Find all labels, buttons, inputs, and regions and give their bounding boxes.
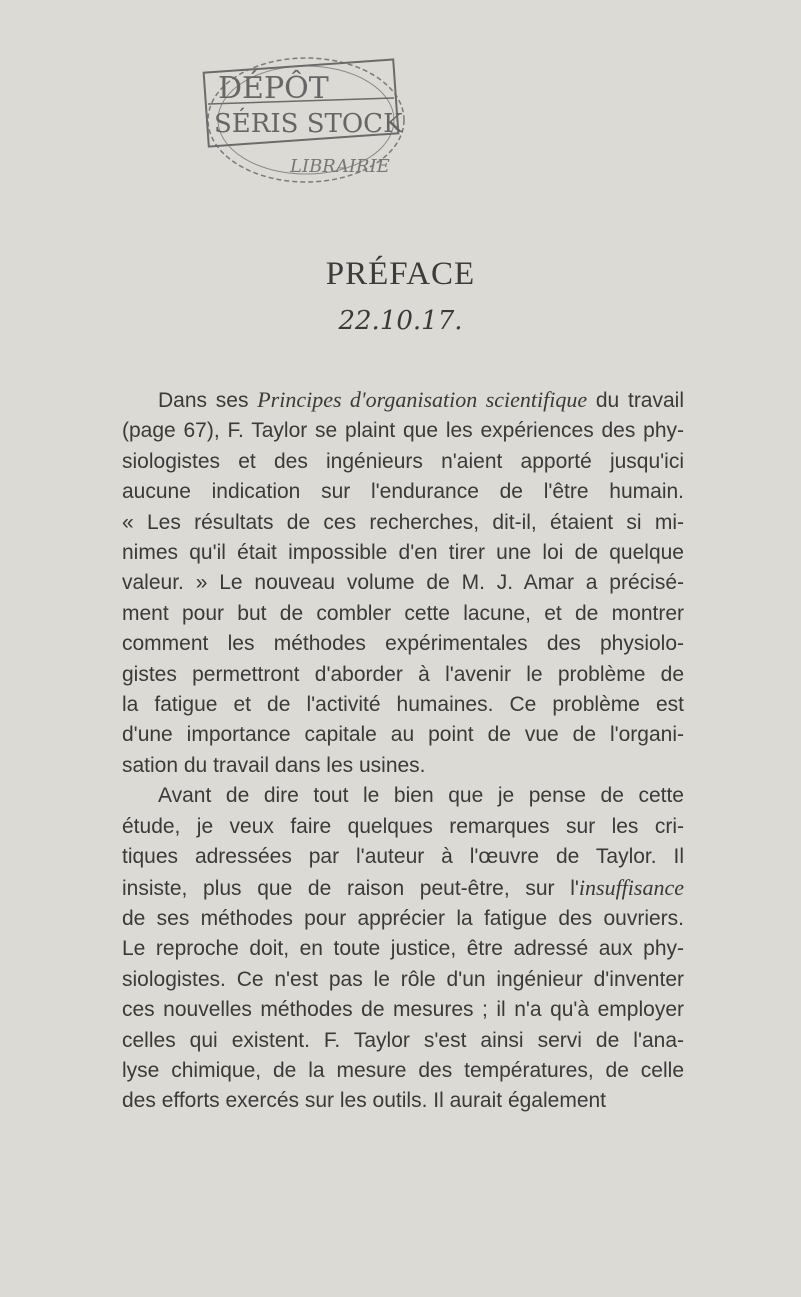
text-line <box>122 720 684 750</box>
text-line <box>122 842 684 872</box>
library-stamp <box>188 40 418 200</box>
text-line <box>122 660 684 690</box>
text-line <box>122 385 684 416</box>
italic-text: Principes d'organisation scientifique <box>257 387 588 412</box>
text-line <box>122 965 684 995</box>
text-run: (page 67), F. Taylor se plaint que les expériences des phy- <box>122 419 684 443</box>
text-line <box>122 416 684 446</box>
text-line <box>122 629 684 659</box>
text-line <box>122 477 684 507</box>
text-run: gistes permettront d'aborder à l'avenir le problème de <box>122 662 684 686</box>
text-line <box>122 812 684 842</box>
text-run: siologistes. Ce n'est pas le rôle d'un ingénieur d'inventer <box>122 967 684 991</box>
text-run: siologistes et des ingénieurs n'aient apporté jusqu'ici <box>122 449 684 473</box>
text-line <box>122 1086 684 1116</box>
text-line <box>122 751 684 781</box>
stamp-arc-text: LIBRAIRIE <box>290 156 390 177</box>
text-run: Avant de dire tout le bien que je pense de cette <box>158 784 684 808</box>
text-run: lyse chimique, de la mesure des températures, de celle <box>122 1058 684 1082</box>
text-run: Dans ses <box>158 389 258 412</box>
text-run: ment pour but de combler cette lacune, et de montrer <box>122 601 684 625</box>
stamp-line-1: DÉPÔT <box>218 71 329 106</box>
page-title: PRÉFACE <box>325 256 476 292</box>
text-line <box>122 904 684 934</box>
handwritten-mark: 22.10.17. <box>338 306 463 336</box>
text-line <box>122 447 684 477</box>
text-line <box>122 538 684 568</box>
text-run: aucune indication sur l'endurance de l'être humain. <box>122 480 684 504</box>
text-run: valeur. » Le nouveau volume de M. J. Amar a précisé- <box>122 571 684 595</box>
text-run: « Les résultats de ces recherches, dit-il, étaient si mi- <box>122 510 684 534</box>
text-run: la fatigue et de l'activité humaines. Ce problème est <box>122 693 684 717</box>
text-line <box>122 568 684 598</box>
text-line <box>122 934 684 964</box>
stamp-line-2: SÉRIS STOCK <box>214 109 403 139</box>
text-run: d'une importance capitale au point de vue de l'organi- <box>122 723 684 747</box>
italic-text: insuffisance <box>578 874 684 900</box>
text-line <box>122 508 684 538</box>
text-line <box>122 873 684 904</box>
text-run: étude, je veux faire quelques remarques sur les cri- <box>122 814 684 838</box>
text-run: comment les méthodes expérimentales des physiolo- <box>122 632 684 656</box>
text-run: sation du travail dans les usines. <box>122 753 426 777</box>
text-run: des efforts exercés sur les outils. Il aurait également <box>122 1089 607 1113</box>
text-line <box>122 599 684 629</box>
text-run: du travail <box>587 389 684 412</box>
text-run: ces nouvelles méthodes de mesures ; il n'a qu'à employer <box>122 998 684 1022</box>
text-line <box>122 781 684 811</box>
stamp-graphic <box>188 40 418 200</box>
text-run: insiste, plus que de raison peut-être, sur l' <box>122 876 579 900</box>
text-run: de ses méthodes pour apprécier la fatigue des ouvriers. <box>122 906 684 930</box>
text-line <box>122 1026 684 1056</box>
text-run: Le reproche doit, en toute justice, être adressé aux phy- <box>122 937 684 961</box>
text-run: nimes qu'il était impossible d'en tirer une loi de quelque <box>122 541 684 565</box>
text-line <box>122 995 684 1025</box>
body-text <box>122 385 684 1117</box>
text-run: celles qui existent. F. Taylor s'est ainsi servi de l'ana- <box>122 1028 684 1052</box>
text-run: tiques adressées par l'auteur à l'œuvre de Taylor. Il <box>122 845 684 869</box>
text-line <box>122 1056 684 1086</box>
text-line <box>122 690 684 720</box>
